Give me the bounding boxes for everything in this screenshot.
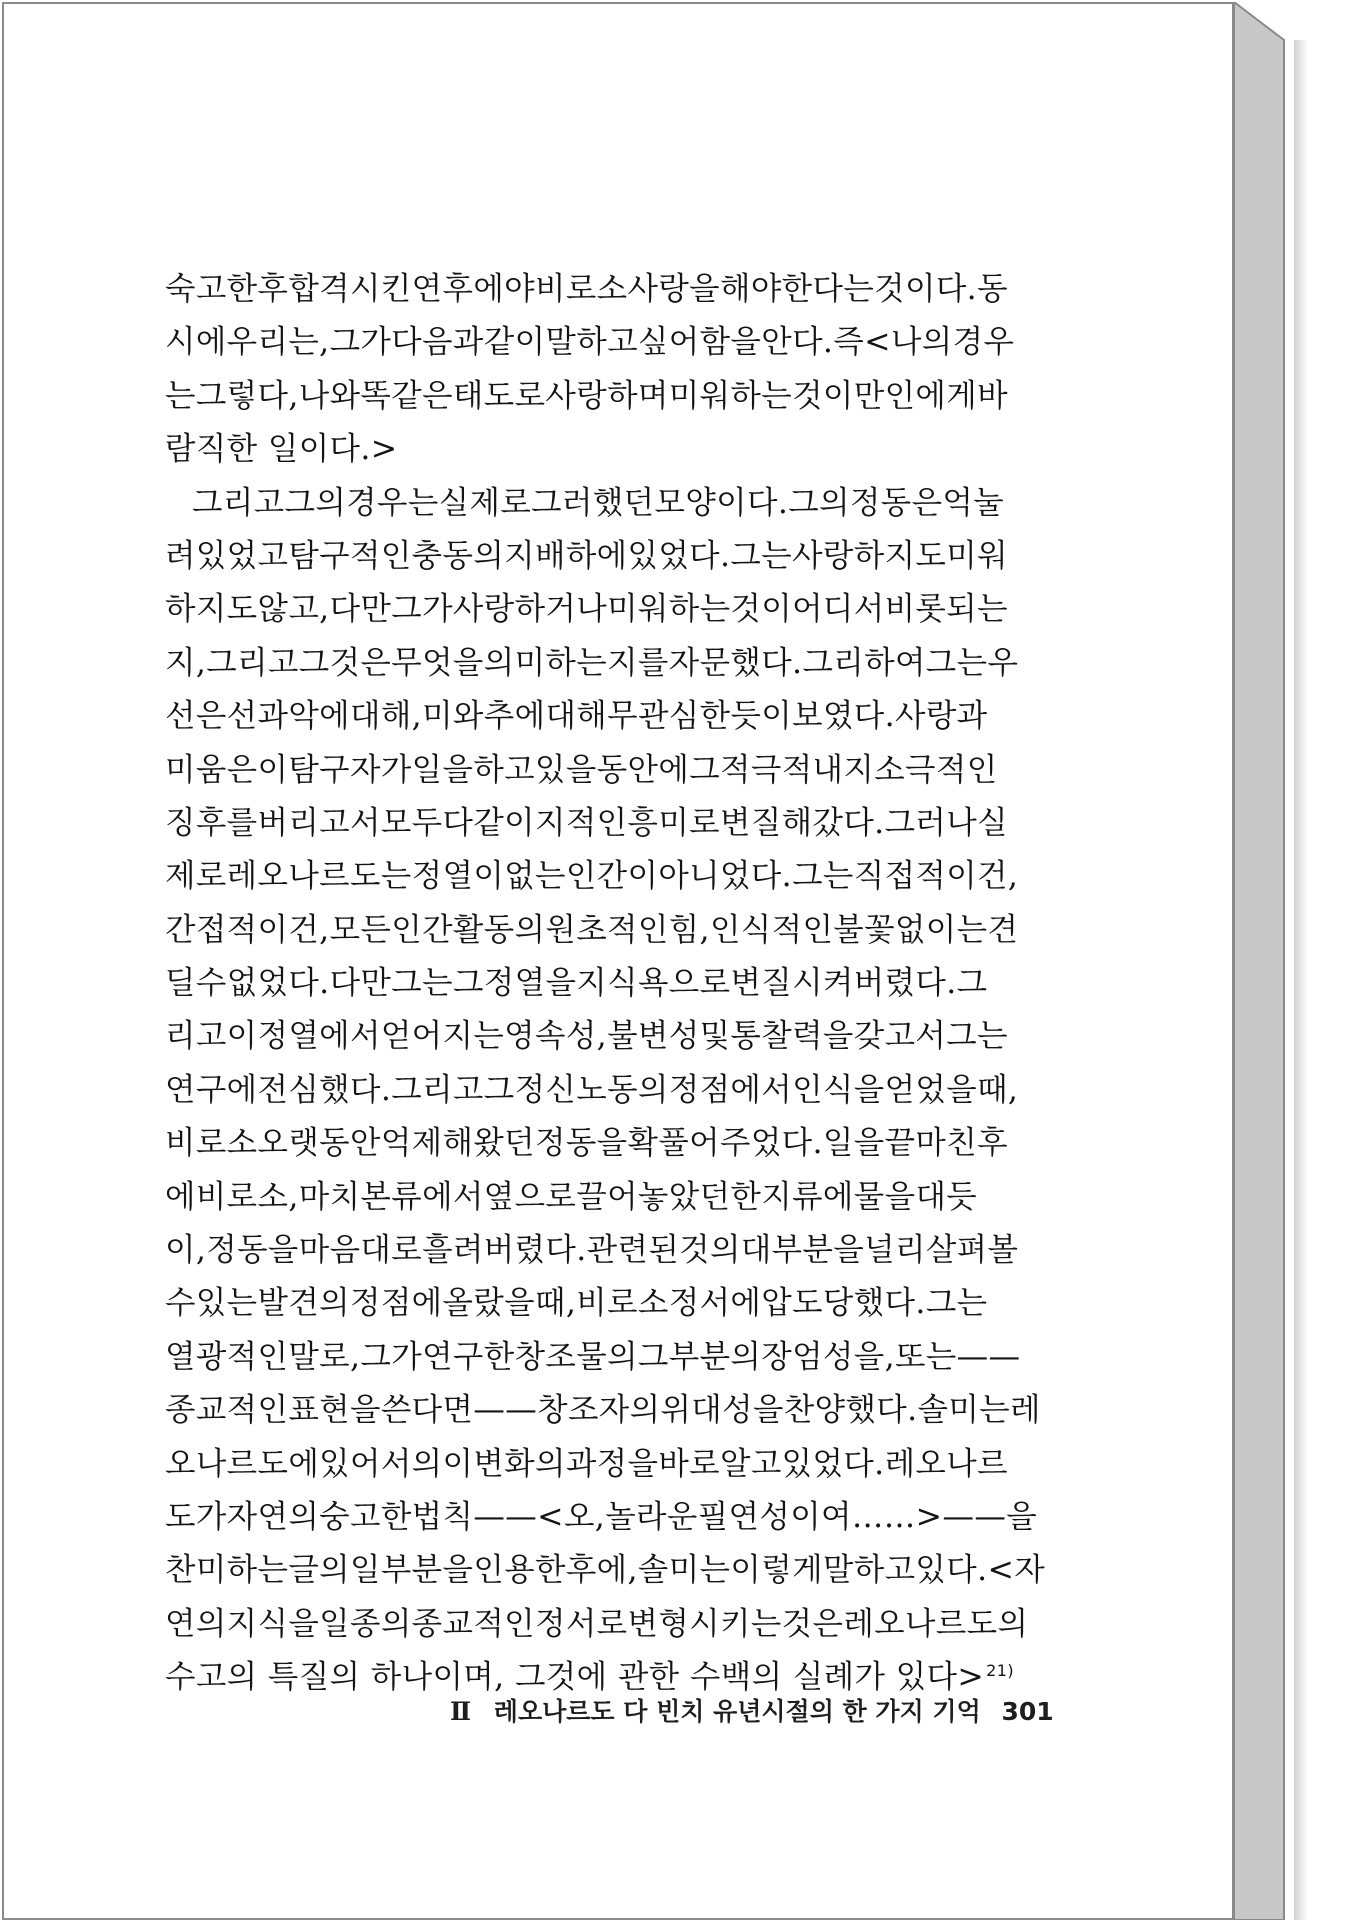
word: 있어서의: [319, 1445, 443, 1482]
word: 있을: [535, 751, 597, 788]
page-edge: [1234, 2, 1294, 1920]
text-line: [165, 263, 1050, 316]
word: 그리하여: [802, 644, 926, 681]
word: 말하고: [822, 1552, 916, 1589]
word: 것이: [792, 377, 854, 414]
word: 태도로: [452, 377, 546, 414]
page-number: 301: [1001, 1697, 1054, 1726]
word: 지식을: [226, 1605, 320, 1642]
word: 다같이: [442, 804, 535, 841]
word: 싶어함을: [637, 324, 762, 361]
word: ——: [942, 1498, 1007, 1535]
word: 징후를: [165, 804, 258, 841]
word: 인식적인: [709, 911, 834, 948]
word: 과정을: [565, 1445, 659, 1482]
word: 그는: [925, 1285, 988, 1322]
word: 갔다.: [812, 804, 885, 841]
word: 연구에: [165, 1071, 258, 1108]
word: 압도당했다.: [761, 1285, 926, 1322]
text-line: [165, 1277, 1050, 1330]
word: 경우: [952, 324, 1015, 361]
word: 비로소: [576, 1285, 669, 1322]
text-line: [165, 850, 1050, 903]
word: <자: [987, 1552, 1046, 1589]
word: 그리고: [391, 1071, 484, 1108]
word: 같이: [483, 324, 546, 361]
word: 오나르도에: [165, 1445, 320, 1482]
word: 아니었다.: [658, 858, 793, 895]
word: 적극적: [720, 751, 813, 788]
word: 그는: [730, 537, 793, 574]
word: 숭고한: [319, 1498, 412, 1535]
word: 그의: [284, 484, 347, 521]
word: 사랑하며: [545, 377, 669, 414]
word: 버렸다.: [483, 1232, 587, 1269]
word: 흥미로: [627, 804, 720, 841]
word: 대부분을: [740, 1232, 865, 1269]
word: 때,: [977, 1071, 1019, 1108]
word: 바로: [658, 1445, 720, 1482]
word: 원초적인: [545, 911, 669, 948]
word: 것은: [781, 1605, 844, 1642]
word: 통찰력을: [730, 1018, 854, 1055]
word: 듯이: [730, 698, 793, 735]
word: 찬미하는: [165, 1552, 289, 1589]
word: ——: [956, 1338, 1021, 1375]
word: 대해,: [350, 698, 423, 735]
word: 있는: [195, 1285, 258, 1322]
word: 그가: [360, 1338, 423, 1375]
text-line: [165, 1384, 1050, 1437]
word: 한다는: [781, 271, 875, 307]
word: 시에: [165, 324, 227, 361]
text-line: [165, 1064, 1050, 1117]
word: 후에,: [565, 1552, 638, 1589]
word: 나와: [298, 377, 361, 414]
word: 리고: [165, 1018, 227, 1055]
word: 솔미는: [637, 1552, 731, 1589]
word: 말하고: [545, 324, 638, 361]
word: 연후에야: [411, 271, 535, 307]
word: 살펴볼: [925, 1232, 1019, 1269]
word: 필연성이여……>: [697, 1498, 943, 1535]
word: 하고: [473, 751, 536, 788]
word: 연구한: [422, 1338, 515, 1375]
word: 말로,: [288, 1338, 361, 1375]
word: 놓았던: [637, 1178, 731, 1215]
word: 사랑하지도: [792, 537, 947, 574]
word: 에: [165, 1178, 196, 1215]
word: 법칙: [411, 1498, 474, 1535]
word: 모두: [380, 804, 443, 841]
word: 않고,: [257, 591, 330, 628]
word: 이: [257, 751, 289, 788]
word: 레오나르: [884, 1445, 1008, 1482]
word: 지류에: [761, 1178, 854, 1215]
word: 한: [730, 1178, 762, 1215]
word: 인용한: [473, 1552, 566, 1589]
word: 그: [637, 1338, 669, 1375]
word: 려: [165, 537, 196, 574]
word: 없는: [504, 858, 566, 895]
word: 직접적이건,: [853, 858, 1019, 895]
word: 없었다.: [226, 965, 330, 1002]
word: 또는: [894, 1338, 957, 1375]
word: 오랫동안: [257, 1125, 381, 1162]
word: 쓴다면: [380, 1392, 474, 1429]
word: 마치: [298, 1178, 361, 1215]
text-line: [165, 744, 1050, 797]
word: 정동은: [849, 484, 943, 521]
word: 올랐을: [442, 1285, 536, 1322]
word: 그렇다,: [195, 377, 299, 414]
word: 창조물의: [514, 1338, 638, 1375]
word: 인간이: [565, 858, 659, 895]
word: 하지도: [165, 591, 258, 628]
word: 그가: [329, 324, 392, 361]
word: 일종의: [319, 1605, 412, 1642]
word: 그는: [792, 858, 854, 895]
word: 악에: [288, 698, 351, 735]
word: 것이다.: [874, 271, 978, 307]
word: 정서에: [668, 1285, 762, 1322]
word: 수: [195, 965, 227, 1002]
word: 글의: [288, 1552, 350, 1589]
word: 는: [165, 377, 196, 414]
word: 비로소,: [195, 1178, 299, 1215]
text-line: [165, 530, 1050, 583]
word: 선은: [165, 698, 227, 735]
word: 즉: [833, 324, 865, 361]
word: 억제해왔던: [380, 1125, 535, 1162]
word: 및: [699, 1018, 731, 1055]
word: 변화의: [473, 1445, 566, 1482]
word: 장엄성을,: [761, 1338, 895, 1375]
word: 있었고: [195, 537, 289, 574]
word: 어디서: [792, 591, 885, 628]
word: ——: [473, 1392, 538, 1429]
word: 사랑하거나: [452, 591, 608, 628]
word: 제로: [165, 858, 227, 895]
text-line: [165, 1491, 1050, 1544]
word: 그는: [925, 644, 988, 681]
word: 정신노동의: [514, 1071, 669, 1108]
word: 그의: [788, 484, 850, 521]
word: 선과: [226, 698, 289, 735]
word: 수: [165, 1285, 196, 1322]
word: 버렸다.: [853, 965, 957, 1002]
word: 얻었을: [884, 1071, 978, 1108]
word: 주었다.: [720, 1125, 823, 1162]
running-footer: [450, 1692, 1054, 1728]
word: 내지: [812, 751, 875, 788]
word: 갖고서: [853, 1018, 947, 1055]
word: 그: [483, 1071, 515, 1108]
word: 열광적인: [165, 1338, 289, 1375]
word: 다만: [329, 591, 392, 628]
word: 그러나: [884, 804, 978, 841]
word: 그: [689, 751, 721, 788]
word: 실: [977, 804, 1008, 841]
page-shadow: [1294, 40, 1308, 1920]
word: 억눌: [942, 484, 1005, 521]
word: 솔미는: [917, 1392, 1011, 1429]
word: 표현을: [288, 1392, 381, 1429]
word: 변질해: [720, 804, 813, 841]
word: 대듯: [915, 1178, 978, 1215]
body-text: [165, 263, 1050, 1705]
word: 물을: [853, 1178, 916, 1215]
word: 마음대로: [298, 1232, 423, 1269]
word: 힘,: [668, 911, 710, 948]
word: 끌어: [576, 1178, 638, 1215]
word: 레: [1010, 1392, 1041, 1429]
text-line: [165, 1598, 1050, 1651]
word: 추에: [483, 698, 546, 735]
word: 정점에: [350, 1285, 443, 1322]
word: 미워하는: [668, 377, 793, 414]
word: 동안에: [596, 751, 690, 788]
word: 견: [987, 911, 1019, 948]
word: 지적인: [535, 804, 628, 841]
word: 탐구자가: [288, 751, 412, 788]
text-line: [165, 1117, 1050, 1170]
word: 관련된: [586, 1232, 680, 1269]
word: 변질시켜: [730, 965, 854, 1002]
text-line: [165, 690, 1050, 743]
word: 대해: [545, 698, 608, 735]
word: 그가: [391, 591, 453, 628]
word: 우: [987, 644, 1019, 681]
text-line: [165, 1224, 1050, 1277]
word: 도가: [165, 1498, 227, 1535]
word: 부분의: [668, 1338, 762, 1375]
word: 있다.: [915, 1552, 988, 1589]
word: 바: [977, 377, 1008, 414]
word: 그것은: [298, 644, 392, 681]
word: 안다.: [761, 324, 834, 361]
word: 레오나르도는: [226, 858, 412, 895]
word: 후: [257, 271, 289, 307]
text-line: 람직한 일이다.>: [165, 431, 398, 468]
word: 찬양했다.: [783, 1392, 918, 1429]
word: 불변성: [607, 1018, 700, 1055]
word: 소극적인: [874, 751, 998, 788]
text-line: [165, 797, 1050, 850]
chapter-title: 레오나르도 다 빈치 유년시절의 한 가지 기억: [493, 1697, 981, 1726]
word: 풀어: [658, 1125, 720, 1162]
word: 그: [452, 965, 484, 1002]
word: 후: [977, 1125, 1008, 1162]
word: 충동의: [411, 537, 505, 574]
word: 사랑을: [627, 271, 720, 307]
word: 알고: [720, 1445, 782, 1482]
word: 다만: [329, 965, 392, 1002]
word: 그리고: [192, 484, 285, 521]
word: 종교적인: [411, 1605, 535, 1642]
word: 그는: [391, 965, 453, 1002]
word: 흘려: [422, 1232, 484, 1269]
text-line: [165, 957, 1050, 1010]
text-line: [165, 1438, 1050, 1491]
word: 인간활동의: [391, 911, 546, 948]
text-line: [165, 1544, 1050, 1597]
word: 있었다.: [627, 537, 731, 574]
word: 비롯되는: [884, 591, 1008, 628]
word: 것의: [679, 1232, 741, 1269]
word: 해야: [720, 271, 782, 307]
word: ——: [473, 1498, 538, 1535]
word: 사랑과: [895, 698, 988, 735]
word: 일부분을: [350, 1552, 474, 1589]
word: 발견의: [257, 1285, 351, 1322]
word: 정점에서: [668, 1071, 793, 1108]
word: 위대성을: [660, 1392, 784, 1429]
footnote-marker: 21): [986, 1660, 1014, 1680]
word: 영속성,: [504, 1018, 608, 1055]
part-numeral: Ⅱ: [450, 1697, 472, 1726]
word: 만인에게: [853, 377, 978, 414]
word: 전심했다.: [257, 1071, 392, 1108]
word: 정열에서: [257, 1018, 381, 1055]
word: 일을: [822, 1125, 885, 1162]
word: 확: [627, 1125, 659, 1162]
text-line: [165, 1010, 1050, 1063]
word: 비로소: [165, 1125, 258, 1162]
word: 변형시키는: [627, 1605, 782, 1642]
word: 때,: [535, 1285, 577, 1322]
word: 것이: [730, 591, 793, 628]
word: 그리고: [206, 644, 299, 681]
word: 비로소: [535, 271, 628, 307]
word: 불꽃: [833, 911, 895, 948]
word: 그: [956, 965, 988, 1002]
word: 이: [226, 1018, 258, 1055]
word: 자문했다.: [668, 644, 803, 681]
text-line: [165, 316, 1050, 369]
text-line: [165, 904, 1050, 957]
word: 모든: [329, 911, 392, 948]
word: <나의: [864, 324, 953, 361]
word: 숙고한: [165, 271, 258, 307]
text-line: [165, 583, 1050, 636]
word: 이렇게: [730, 1552, 823, 1589]
word: 무엇을: [391, 644, 484, 681]
word: 놀라운: [605, 1498, 698, 1535]
word: 지배하에: [504, 537, 628, 574]
word: 자연의: [226, 1498, 320, 1535]
text-line: [165, 370, 1050, 423]
word: 본류에서: [360, 1178, 484, 1215]
word: 그는: [946, 1018, 1008, 1055]
word: 끝마친: [884, 1125, 978, 1162]
text-line: [165, 1171, 1050, 1224]
word: 정열이: [411, 858, 505, 895]
word: 연의: [165, 1605, 227, 1642]
word: 동: [977, 271, 1008, 307]
word: 모양이다.: [654, 484, 789, 521]
word: 우리는,: [226, 324, 330, 361]
word: 있었다.: [781, 1445, 885, 1482]
word: 정동을: [534, 1125, 628, 1162]
word: 정서로: [535, 1605, 628, 1642]
word: 합격시킨: [288, 271, 412, 307]
word: 을: [1006, 1498, 1038, 1535]
text-line: [165, 637, 1050, 690]
word: 이,: [165, 1232, 207, 1269]
word: 간접적이건,: [165, 911, 330, 948]
word: 없이는: [894, 911, 988, 948]
word: 탐구적인: [288, 537, 412, 574]
word: 옆으로: [483, 1178, 577, 1215]
word: <오,: [537, 1498, 606, 1535]
word: 보였다.: [792, 698, 896, 735]
word: 정열을: [483, 965, 577, 1002]
word: 창조자의: [537, 1392, 661, 1429]
word: 똑같은: [360, 377, 453, 414]
word: 미움은: [165, 751, 258, 788]
text-line-content: 수고의 특질의 하나이며, 그것에 관한 수백의 실례가 있다>: [165, 1659, 985, 1696]
word: 레오나르도의: [843, 1605, 1029, 1642]
word: 종교적인: [165, 1392, 289, 1429]
text-line: [165, 1331, 1050, 1384]
word: 인식을: [792, 1071, 885, 1108]
text-line: [192, 477, 1050, 530]
word: 실제로: [438, 484, 532, 521]
word: 의미하는지를: [483, 644, 669, 681]
word: 이: [442, 1445, 474, 1482]
word: 정동을: [206, 1232, 299, 1269]
word: 널리: [864, 1232, 926, 1269]
word: 지식욕으로: [576, 965, 731, 1002]
word: 버리고서: [257, 804, 381, 841]
word: 경우는: [346, 484, 439, 521]
word: 미와: [422, 698, 484, 735]
word: 그러했던: [531, 484, 655, 521]
word: 얻어지는: [380, 1018, 505, 1055]
word: 다음과: [391, 324, 484, 361]
word: 미워하는: [607, 591, 731, 628]
word: 딜: [165, 965, 196, 1002]
word: 일을: [411, 751, 474, 788]
word: 지,: [165, 644, 207, 681]
word: 미워: [946, 537, 1008, 574]
word: 무관심한: [607, 698, 731, 735]
